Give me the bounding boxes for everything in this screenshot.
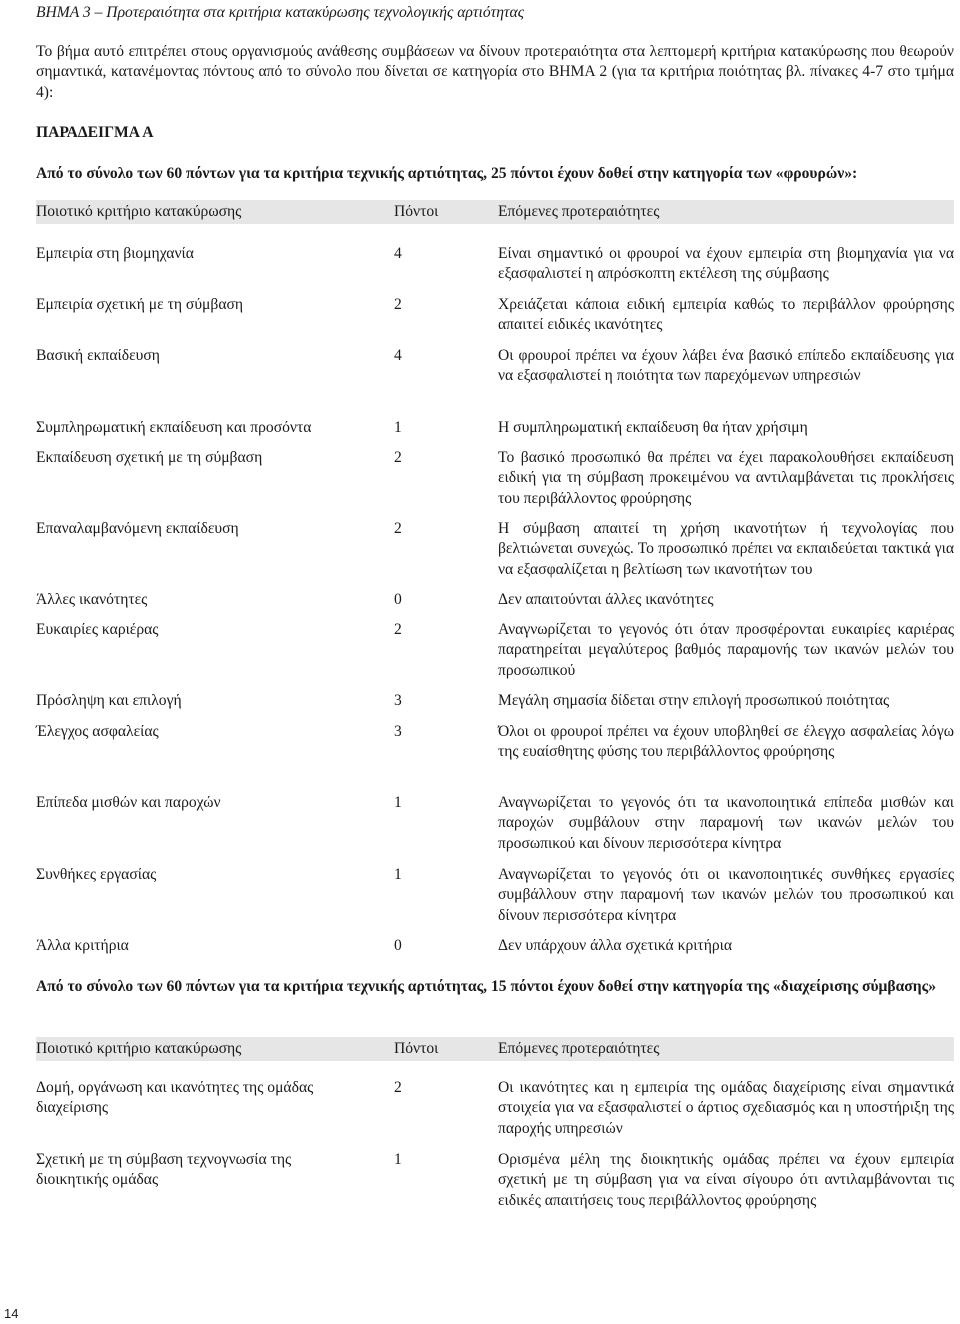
- row-points: 0: [394, 591, 402, 608]
- row-criterion: Άλλες ικανότητες: [36, 591, 148, 608]
- row-criterion: Εκπαίδευση σχετική με τη σύμβαση: [36, 449, 263, 466]
- step-title: ΒΗΜΑ 3 – Προτεραιότητα στα κριτήρια κατακύρωσης τεχνολογικής αρτιότητας: [36, 4, 525, 21]
- row-description: Ορισμένα μέλη της διοικητικής ομάδας πρέπει να έχουν εμπειρία σχετική με τη σύμβαση για να είναι σίγουρο ότι αντιλαμβάνονται τις ειδικές απαιτήσεις τους περιβάλλοντος φρούρησης: [498, 1151, 954, 1209]
- row-criterion: Επαναλαμβανόμενη εκπαίδευση: [36, 520, 239, 537]
- row-points: 2: [394, 520, 402, 537]
- row-description: Αναγνωρίζεται το γεγονός ότι όταν προσφέρονται ευκαιρίες καριέρας παρατηρείται μεγαλύτερος βαθμός παραμονής των ικανών μελών του προσωπικού: [498, 621, 954, 679]
- row-description: Αναγνωρίζεται το γεγονός ότι οι ικανοποιητικές συνθήκες εργασίες συμβάλλουν στην παραμονή των ικανών μελών του προσωπικού και δίνουν περισσότερα κίνητρα: [498, 866, 954, 924]
- row-points: 0: [394, 937, 402, 954]
- row-description: Το βασικό προσωπικό θα πρέπει να έχει παρακολουθήσει εκπαίδευση ειδική για τη σύμβαση προκειμένου να αντιλαμβάνεται τις προκλήσεις του περιβάλλοντος φρούρησης: [498, 449, 954, 507]
- header-priorities: Επόμενες προτεραιότητες: [498, 203, 660, 220]
- row-criterion: Δομή, οργάνωση και ικανότητες της ομάδας διαχείρισης: [36, 1079, 314, 1117]
- page-number: 14: [4, 1306, 19, 1321]
- row-points: 4: [394, 245, 402, 262]
- header-priorities: Επόμενες προτεραιότητες: [498, 1040, 660, 1057]
- row-points: 2: [394, 449, 402, 466]
- row-criterion: Σχετική με τη σύμβαση τεχνογνωσία της διοικητικής ομάδας: [36, 1151, 292, 1189]
- header-points: Πόντοι: [394, 1040, 439, 1057]
- row-points: 2: [394, 621, 402, 638]
- section2-title: Από το σύνολο των 60 πόντων για τα κριτήρια τεχνικής αρτιότητας, 15 πόντοι έχουν δοθεί στην κατηγορία της «διαχείρισης σύμβασης»: [36, 978, 937, 995]
- row-description: Χρειάζεται κάποια ειδική εμπειρία καθώς το περιβάλλον φρούρησης απαιτεί ειδικές ικανότητες: [498, 296, 954, 334]
- row-description: Είναι σημαντικό οι φρουροί να έχουν εμπειρία στη βιομηχανία για να εξασφαλιστεί η απρόσκοπτη εκτέλεση της σύμβασης: [498, 245, 954, 283]
- row-points: 1: [394, 1151, 402, 1168]
- row-description: Οι φρουροί πρέπει να έχουν λάβει ένα βασικό επίπεδο εκπαίδευσης για να εξασφαλιστεί η ποιότητα των παρεχόμενων υπηρεσιών: [498, 347, 954, 385]
- header-points: Πόντοι: [394, 203, 439, 220]
- row-points: 3: [394, 723, 402, 740]
- row-description: Οι ικανότητες και η εμπειρία της ομάδας διαχείρισης είναι σημαντικά στοιχεία για να εξασφαλιστεί ο άρτιος σχεδιασμός και η υποστήριξη της παροχής υπηρεσιών: [498, 1079, 954, 1137]
- row-points: 1: [394, 794, 402, 811]
- row-points: 3: [394, 692, 402, 709]
- row-description: Μεγάλη σημασία δίδεται στην επιλογή προσωπικού ποιότητας: [498, 692, 890, 709]
- header-criterion: Ποιοτικό κριτήριο κατακύρωσης: [36, 203, 242, 220]
- row-criterion: Έλεγχος ασφαλείας: [36, 723, 159, 740]
- row-description: Η συμπληρωματική εκπαίδευση θα ήταν χρήσιμη: [498, 419, 808, 436]
- row-criterion: Συμπληρωματική εκπαίδευση και προσόντα: [36, 419, 312, 436]
- row-criterion: Συνθήκες εργασίας: [36, 866, 157, 883]
- row-points: 2: [394, 1079, 402, 1096]
- intro-paragraph: Το βήμα αυτό επιτρέπει στους οργανισμούς ανάθεσης συμβάσεων να δίνουν προτεραιότητα στα λεπτομερή κριτήρια κατακύρωσης που θεωρούν σημαντικά, κατανέμοντας πόντους από το σύνολο που δίνεται σε κατηγορία στο ΒΗΜΑ 2 (για τα κριτήρια ποιότητας βλ. πίνακες 4-7 στο τμήμα 4):: [36, 43, 954, 101]
- row-points: 4: [394, 347, 402, 364]
- row-description: Όλοι οι φρουροί πρέπει να έχουν υποβληθεί σε έλεγχο ασφαλείας λόγω της ευαίσθητης φύσης του περιβάλλοντος φρούρησης: [498, 723, 954, 761]
- row-points: 2: [394, 296, 402, 313]
- row-criterion: Εμπειρία σχετική με τη σύμβαση: [36, 296, 244, 313]
- row-criterion: Βασική εκπαίδευση: [36, 347, 160, 364]
- row-points: 1: [394, 866, 402, 883]
- row-criterion: Πρόσληψη και επιλογή: [36, 692, 182, 709]
- row-criterion: Άλλα κριτήρια: [36, 937, 129, 954]
- row-criterion: Εμπειρία στη βιομηχανία: [36, 245, 194, 262]
- row-description: Δεν υπάρχουν άλλα σχετικά κριτήρια: [498, 937, 733, 954]
- header-criterion: Ποιοτικό κριτήριο κατακύρωσης: [36, 1040, 242, 1057]
- row-points: 1: [394, 419, 402, 436]
- table1-header: [36, 200, 954, 224]
- row-description: Δεν απαιτούνται άλλες ικανότητες: [498, 591, 714, 608]
- example-heading: ΠΑΡΑΔΕΙΓΜΑ Α: [36, 124, 154, 141]
- row-description: Αναγνωρίζεται το γεγονός ότι τα ικανοποιητικά επίπεδα μισθών και παροχών συμβάλουν στην παραμονή των ικανών μελών του προσωπικού και δίνουν περισσότερα κίνητρα: [498, 794, 954, 852]
- section1-title: Από το σύνολο των 60 πόντων για τα κριτήρια τεχνικής αρτιότητας, 25 πόντοι έχουν δοθεί στην κατηγορία των «φρουρών»:: [36, 165, 858, 182]
- table2-header: [36, 1037, 954, 1061]
- row-criterion: Ευκαιρίες καριέρας: [36, 621, 159, 638]
- row-criterion: Επίπεδα μισθών και παροχών: [36, 794, 221, 811]
- row-description: Η σύμβαση απαιτεί τη χρήση ικανοτήτων ή τεχνολογίας που βελτιώνεται συνεχώς. Το προσωπικό πρέπει να εκπαιδεύεται τακτικά για να εξασφαλίζεται η βελτίωση των ικανοτήτων του: [498, 520, 954, 578]
